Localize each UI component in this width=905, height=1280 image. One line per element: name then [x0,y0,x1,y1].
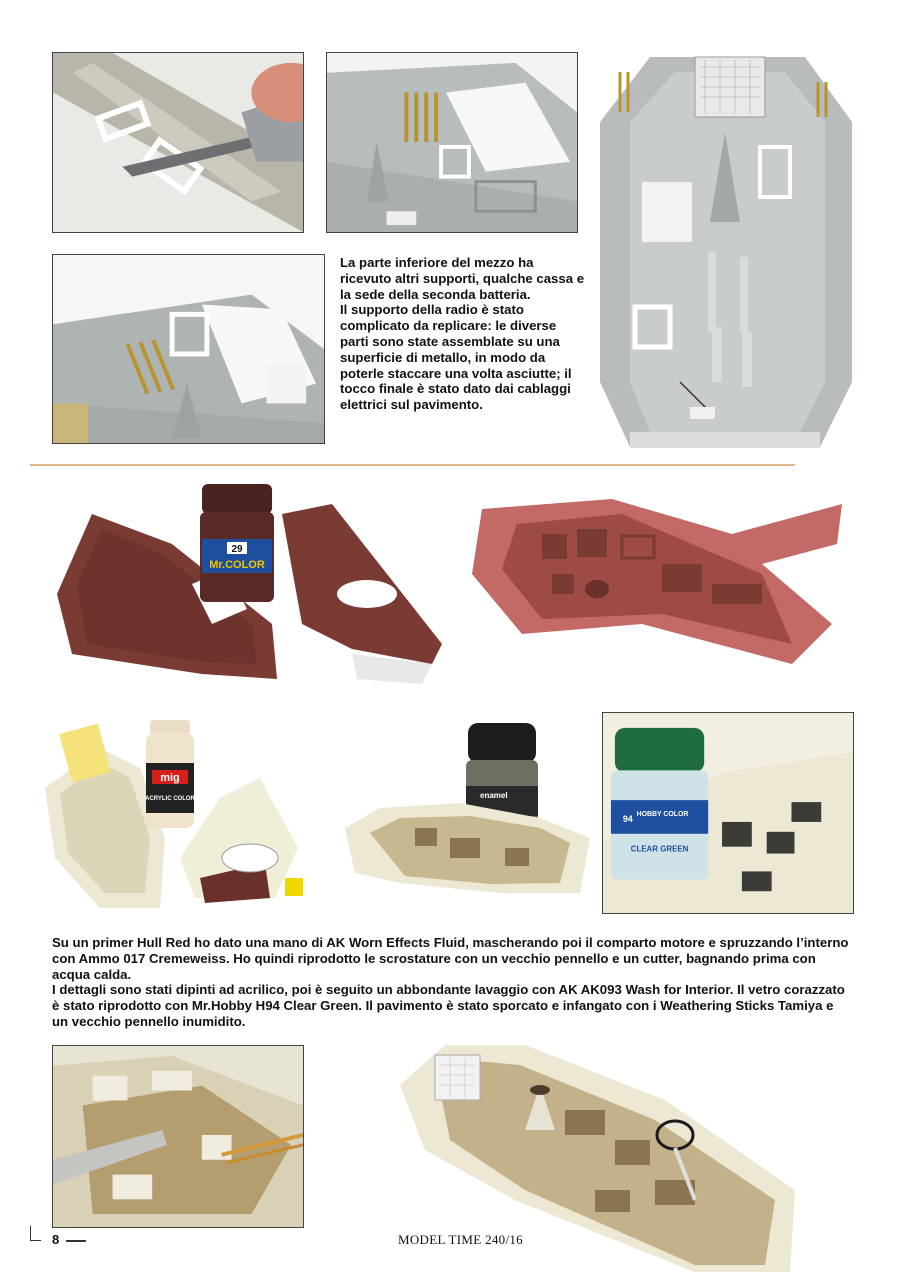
jar-label-mig-sub: ACRYLIC COLOR [145,796,195,802]
caption-middle-para-2: I dettagli sono stati dipinti ad acrilico, poi è seguito un abbondante lavaggio con AK AK093 Wash for Interior. Il vetro corazzato è stato riprodotto con Mr.Hobby H94 Clear Green. Il pavimento è stato sporcato e infangato con i Weathering Sticks Tamiya e un vecchio pennello inumidito. [52,982,845,1029]
caption-top-para-1: La parte inferiore del mezzo ha ricevuto altri supporti, qualche cassa e la sede della seconda batteria. [340,255,585,302]
footer-corner-mark [30,1226,41,1241]
photo-wash-ak-jar [340,708,592,915]
caption-top-para-2: Il supporto della radio è stato complicato da replicare: le diverse parti sono state assemblate su una superficie di metallo, in modo da poterle staccare una volta asciutte; il tocco finale è stato dato dai cablaggi elettrici sul pavimento. [340,302,572,413]
section-divider [30,464,795,466]
page-number-dash [66,1240,86,1242]
photo-clear-green-jar [602,712,854,914]
photo-hull-overview-grey [590,52,860,462]
jar-label-hobby-brand: HOBBY COLOR [636,810,689,818]
page-number: 8 [52,1232,60,1247]
photo-interior-radio-mount [52,254,325,444]
jar-label-ak: enamel [480,791,508,800]
magazine-issue: MODEL TIME 240/16 [398,1232,523,1247]
jar-label-hobby-number: 94 [622,813,633,824]
photo-primer-parts-with-jar [52,474,444,692]
jar-label-mrcolor-brand: Mr.COLOR [209,559,265,571]
caption-middle [52,935,852,1030]
jar-label-hobby-name: CLEAR GREEN [630,844,689,854]
photo-cutting-parts [52,52,304,233]
photo-weathering-brush [52,1045,304,1228]
jar-label-mig-brand: mig [160,772,180,784]
photo-primer-hull-red [462,474,854,692]
photo-cream-parts-mig-jar [30,708,323,915]
jar-label-mrcolor-number: 29 [231,544,243,555]
caption-middle-para-1: Su un primer Hull Red ho dato una mano di AK Worn Effects Fluid, mascherando poi il comparto motore e spruzzando l’interno con Ammo 017 Cremeweiss. Ho quindi riprodotto le scrostature con un vecchio pennello e un cutter, bagnando prima con acqua calda. [52,935,849,982]
photo-interior-side-grey [326,52,578,233]
caption-top [340,255,585,413]
